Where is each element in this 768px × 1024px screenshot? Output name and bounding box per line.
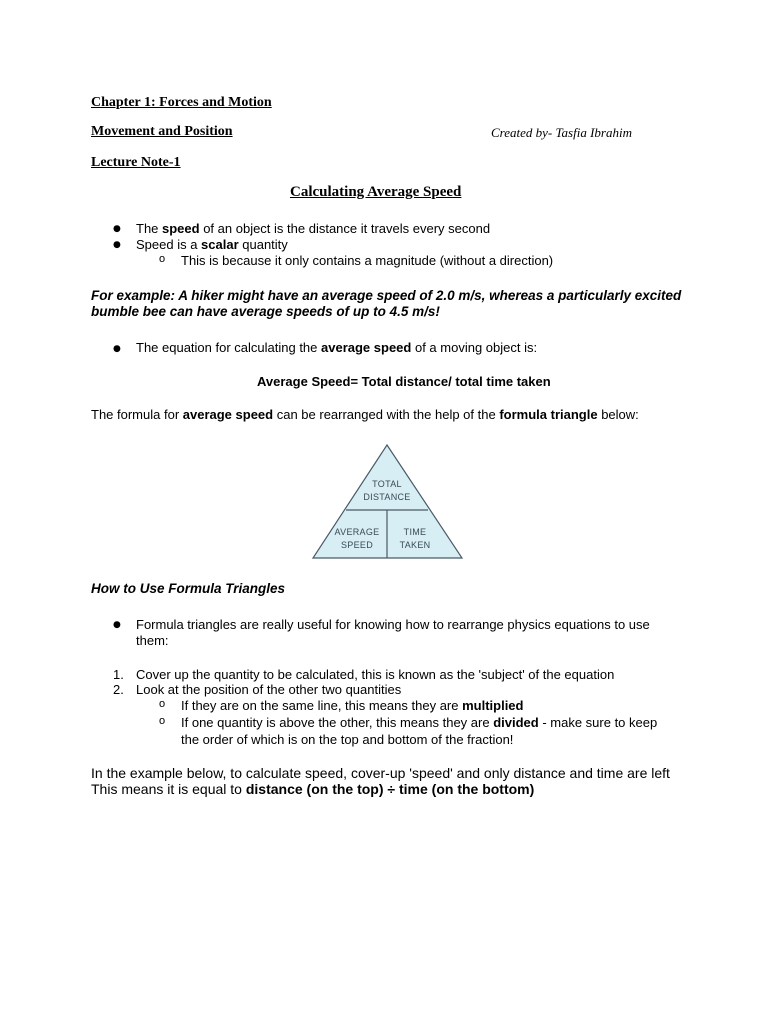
bullet-speed-definition	[136, 221, 490, 236]
bullet-triangles-line-1: Formula triangles are really useful for knowing how to rearrange physics equations to use	[136, 617, 650, 632]
text-segment: The equation for calculating the	[136, 340, 322, 355]
sub-bullet-circle: o	[159, 698, 166, 710]
text-segment: of a moving object is:	[411, 340, 538, 355]
bullet-equation-intro	[136, 340, 537, 355]
bullet-dot: ●	[113, 620, 121, 630]
sub-bullet-circle: o	[159, 253, 166, 265]
bullet-dot: ●	[113, 344, 121, 354]
triangle-label-speed: SPEED	[340, 540, 374, 550]
text-segment: The formula for	[91, 407, 183, 422]
text-bold: average speed	[321, 340, 412, 355]
text-segment: quantity	[238, 237, 288, 252]
text-bold: scalar	[201, 237, 239, 252]
text-segment: The	[136, 221, 163, 236]
section-title: Movement and Position	[91, 124, 233, 139]
bullet-dot: ●	[113, 240, 121, 250]
text-segment: If one quantity is above the other, this means they are	[181, 715, 494, 730]
triangle-label-time: TIME	[403, 527, 427, 537]
text-segment: below:	[597, 407, 639, 422]
author-credit: Created by- Tasfia Ibrahim	[491, 125, 632, 140]
text-segment: This means it is equal to	[91, 781, 246, 797]
sub-bullet-multiplied	[181, 698, 523, 713]
text-bold: distance (on the top) ÷ time (on the bottom)	[245, 781, 535, 797]
triangle-label-total: TOTAL	[372, 479, 402, 489]
text-segment: of an object is the distance it travels every second	[199, 221, 491, 236]
text-bold: divided	[493, 715, 539, 730]
bullet-triangles-line-2: them:	[136, 633, 169, 648]
step-number: 2.	[113, 682, 124, 697]
final-line-2	[91, 781, 534, 797]
sub-bullet-divided-cont: the order of which is on the top and bottom of the fraction!	[181, 732, 514, 747]
text-segment: Speed is a	[136, 237, 202, 252]
triangle-label-average: AVERAGE	[334, 527, 380, 537]
text-segment: - make sure to keep	[538, 715, 658, 730]
text-bold: multiplied	[462, 698, 524, 713]
formula-paragraph	[91, 407, 639, 422]
text-bold: formula triangle	[499, 407, 598, 422]
sub-bullet-magnitude: This is because it only contains a magnitude (without a direction)	[181, 253, 554, 268]
step-number: 1.	[113, 667, 124, 682]
example-line-2: bumble bee can have average speeds of up to 4.5 m/s!	[91, 304, 440, 319]
sub-bullet-divided	[181, 715, 657, 730]
page-title: Calculating Average Speed	[290, 184, 462, 200]
how-to-heading: How to Use Formula Triangles	[91, 581, 286, 596]
example-line-1: For example: A hiker might have an average speed of 2.0 m/s, whereas a particularly excited	[91, 288, 682, 303]
formula-triangle	[311, 443, 464, 563]
final-line-1: In the example below, to calculate speed, cover-up 'speed' and only distance and time are left	[91, 765, 670, 781]
chapter-title: Chapter 1: Forces and Motion	[91, 95, 272, 110]
text-segment: If they are on the same line, this means they are	[181, 698, 463, 713]
bullet-dot: ●	[113, 224, 121, 234]
step-cover-up: Cover up the quantity to be calculated, this is known as the 'subject' of the equation	[136, 667, 615, 682]
sub-bullet-circle: o	[159, 715, 166, 727]
step-look-position: Look at the position of the other two quantities	[136, 682, 402, 697]
triangle-label-distance: DISTANCE	[363, 492, 411, 502]
text-bold: speed	[162, 221, 200, 236]
text-segment: can be rearranged with the help of the	[273, 407, 500, 422]
lecture-label: Lecture Note-1	[91, 155, 181, 170]
bullet-scalar	[136, 237, 288, 252]
text-bold: average speed	[182, 407, 274, 422]
formula-triangle-graphic	[311, 443, 464, 563]
triangle-label-taken: TAKEN	[399, 540, 431, 550]
equation: Average Speed= Total distance/ total time taken	[257, 374, 551, 389]
